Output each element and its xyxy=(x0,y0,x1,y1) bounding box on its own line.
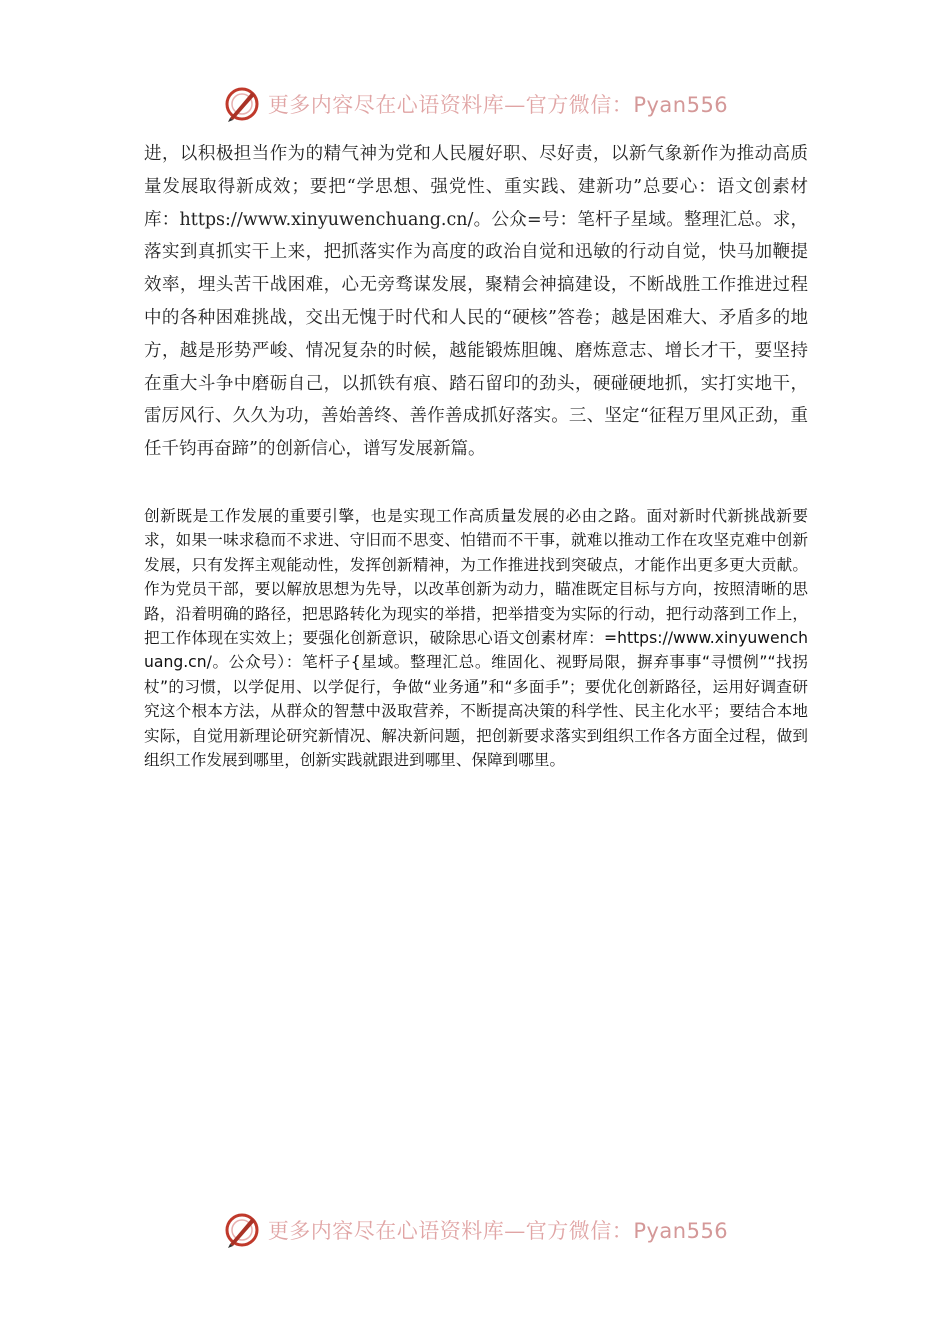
body-paragraph-2: 创新既是工作发展的重要引擎，也是实现工作高质量发展的必由之路。面对新时代新挑战新要求，如果一味求稳而不求进、守旧而不思变、怕错而不干事，就难以推动工作在攻坚克难中创新发展，只有发挥主观能动性，发挥创新精神，为工作推进找到突破点，才能作出更多更大贡献。作为党员干部，要以解放思想为先导，以改革创新为动力，瞄准既定目标与方向，按照清晰的思路，沿着明确的路径，把思路转化为现实的举措，把举措变为实际的行动，把行动落到工作上，把工作体现在实效上；要强化创新意识，破除思心语文创素材库：=https://www.xinyuwenchuang.cn/。公众号）：笔杆子{星域。整理汇总。维固化、视野局限，摒弃事事“寻惯例”“找拐杖”的习惯，以学促用、以学促行，争做“业务通”和“多面手”；要优化创新路径，运用好调查研究这个根本方法，从群众的智慧中汲取营养，不断提高决策的科学性、民主化水平；要结合本地实际，自觉用新理论研究新情况、解决新问题，把创新要求落实到组织工作各方面全过程，做到组织工作发展到哪里，创新实践就跟进到哪里、保障到哪里。 xyxy=(144,507,808,770)
header-watermark-banner xyxy=(0,82,950,126)
pen-circle-logo-icon xyxy=(222,84,262,124)
body-paragraph-1: 进，以积极担当作为的精气神为党和人民履好职、尽好责，以新气象新作为推动高质量发展取得新成效；要把“学思想、强党性、重实践、建新功”总要心：语文创素材库：https://www.xinyuwenchuang.cn/。公众=号：笔杆子星域。整理汇总。求，落实到真抓实干上来，把抓落实作为高度的政治自觉和迅敏的行动自觉，快马加鞭提效率，埋头苦干战困难，心无旁骛谋发展，聚精会神搞建设，不断战胜工作推进过程中的各种困难挑战，交出无愧于时代和人民的“硬核”答卷；越是困难大、矛盾多的地方，越是形势严峻、情况复杂的时候，越能锻炼胆魄、磨炼意志、增长才干，要坚持在重大斗争中磨砺自己，以抓铁有痕、踏石留印的劲头，硬碰硬地抓，实打实地干，雷厉风行、久久为功，善始善终、善作善成抓好落实。三、坚定“征程万里风正劲，重任千钧再奋蹄”的创新信心，谱写发展新篇。 xyxy=(144,144,808,460)
pen-circle-logo-icon xyxy=(222,1210,262,1250)
wechat-id: Pyan556 xyxy=(633,93,729,117)
banner-text: 更多内容尽在心语资料库—官方微信：Pyan556 xyxy=(267,1219,729,1243)
footer-watermark-banner xyxy=(0,1208,950,1252)
wechat-id: Pyan556 xyxy=(633,1219,729,1243)
banner-text: 更多内容尽在心语资料库—官方微信：Pyan556 xyxy=(267,93,729,117)
